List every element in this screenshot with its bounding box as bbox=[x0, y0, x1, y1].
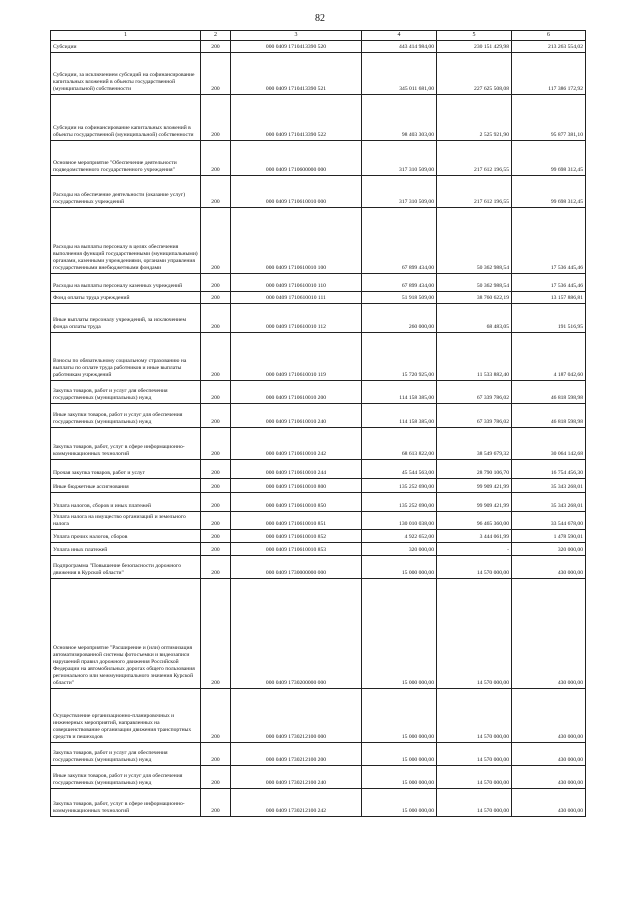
row-description: Иные закупки товаров, работ и услуг для обеспечения государственных (муниципальных) нужд bbox=[51, 404, 201, 428]
row-classifier-code: 000 0409 1710600000 000 bbox=[231, 141, 362, 176]
row-approved-amount: 135 252 690,00 bbox=[362, 479, 437, 493]
column-header-2: 2 bbox=[201, 31, 231, 41]
row-line-code: 200 bbox=[201, 274, 231, 292]
row-unexecuted-amount: 16 754 456,30 bbox=[512, 460, 586, 479]
row-classifier-code: 000 0409 1710610010 110 bbox=[231, 274, 362, 292]
row-description: Закупка товаров, работ, услуг в сфере информационно-коммуникационных технологий bbox=[51, 428, 201, 460]
row-classifier-code: 000 0409 1730000000 000 bbox=[231, 556, 362, 579]
table-row bbox=[51, 512, 586, 530]
row-classifier-code: 000 0409 1710610010 853 bbox=[231, 543, 362, 556]
row-classifier-code: 000 0409 1730212100 240 bbox=[231, 766, 362, 789]
row-approved-amount: 67 899 434,00 bbox=[362, 208, 437, 274]
row-unexecuted-amount: 30 064 142,68 bbox=[512, 428, 586, 460]
row-executed-amount: 14 570 000,00 bbox=[437, 689, 512, 743]
row-unexecuted-amount: 99 698 312,45 bbox=[512, 176, 586, 208]
row-description: Фонд оплаты труда учреждений bbox=[51, 292, 201, 304]
row-executed-amount: 227 625 508,08 bbox=[437, 53, 512, 95]
row-classifier-code: 000 0409 1710610010 000 bbox=[231, 176, 362, 208]
row-unexecuted-amount: 4 187 042,60 bbox=[512, 333, 586, 381]
row-description: Иные выплаты персоналу учреждений, за исключением фонда оплаты труда bbox=[51, 304, 201, 333]
row-executed-amount: 99 909 421,99 bbox=[437, 493, 512, 512]
row-classifier-code: 000 0409 1710610010 240 bbox=[231, 404, 362, 428]
row-line-code: 200 bbox=[201, 543, 231, 556]
row-classifier-code: 000 0409 1730212100 242 bbox=[231, 789, 362, 817]
row-executed-amount: 11 533 882,40 bbox=[437, 333, 512, 381]
table-row bbox=[51, 208, 586, 274]
row-approved-amount: 51 918 509,00 bbox=[362, 292, 437, 304]
row-description: Закупка товаров, работ и услуг для обеспечения государственных (муниципальных) нужд bbox=[51, 743, 201, 766]
row-executed-amount: 230 151 429,98 bbox=[437, 41, 512, 53]
row-approved-amount: 15 000 000,00 bbox=[362, 556, 437, 579]
row-approved-amount: 260 000,00 bbox=[362, 304, 437, 333]
row-description: Прочая закупка товаров, работ и услуг bbox=[51, 460, 201, 479]
row-approved-amount: 15 000 000,00 bbox=[362, 766, 437, 789]
row-approved-amount: 317 310 509,00 bbox=[362, 141, 437, 176]
row-executed-amount: 14 570 000,00 bbox=[437, 556, 512, 579]
row-description: Осуществление организационно-планировочных и инженерных мероприятий, направленных на совершенствование организации движения транспортных средств и пешеходов bbox=[51, 689, 201, 743]
row-unexecuted-amount: 430 000,00 bbox=[512, 766, 586, 789]
column-header-3: 3 bbox=[231, 31, 362, 41]
row-classifier-code: 000 0409 1710610010 119 bbox=[231, 333, 362, 381]
row-line-code: 200 bbox=[201, 556, 231, 579]
table-row bbox=[51, 274, 586, 292]
row-unexecuted-amount: 95 877 381,10 bbox=[512, 95, 586, 141]
row-description: Закупка товаров, работ и услуг для обеспечения государственных (муниципальных) нужд bbox=[51, 381, 201, 404]
row-unexecuted-amount: 99 698 312,45 bbox=[512, 141, 586, 176]
table-row bbox=[51, 404, 586, 428]
table-row bbox=[51, 530, 586, 543]
row-classifier-code: 000 0409 1710610010 851 bbox=[231, 512, 362, 530]
row-executed-amount: 99 909 421,99 bbox=[437, 479, 512, 493]
row-unexecuted-amount: 1 478 590,01 bbox=[512, 530, 586, 543]
row-executed-amount: 14 570 000,00 bbox=[437, 743, 512, 766]
row-line-code: 200 bbox=[201, 579, 231, 689]
table-row bbox=[51, 556, 586, 579]
page-number: 82 bbox=[315, 13, 325, 24]
row-line-code: 200 bbox=[201, 512, 231, 530]
row-classifier-code: 000 0409 1730212100 200 bbox=[231, 743, 362, 766]
row-unexecuted-amount: 35 343 268,01 bbox=[512, 493, 586, 512]
row-approved-amount: 67 899 434,00 bbox=[362, 274, 437, 292]
row-unexecuted-amount: 430 000,00 bbox=[512, 689, 586, 743]
row-classifier-code: 000 0409 1710610010 112 bbox=[231, 304, 362, 333]
row-executed-amount: 67 339 786,02 bbox=[437, 381, 512, 404]
row-unexecuted-amount: 117 386 172,92 bbox=[512, 53, 586, 95]
row-line-code: 200 bbox=[201, 479, 231, 493]
row-classifier-code: 000 0409 1710610010 242 bbox=[231, 428, 362, 460]
row-description: Закупка товаров, работ, услуг в сфере информационно-коммуникационных технологий bbox=[51, 789, 201, 817]
row-line-code: 200 bbox=[201, 766, 231, 789]
row-approved-amount: 45 544 563,00 bbox=[362, 460, 437, 479]
column-number-row bbox=[51, 31, 586, 41]
row-line-code: 200 bbox=[201, 95, 231, 141]
row-executed-amount: 38 549 679,32 bbox=[437, 428, 512, 460]
row-unexecuted-amount: 320 000,00 bbox=[512, 543, 586, 556]
row-executed-amount: 14 570 000,00 bbox=[437, 579, 512, 689]
row-classifier-code: 000 0409 1710413390 520 bbox=[231, 41, 362, 53]
row-description: Подпрограмма "Повышение безопасности дорожного движения в Курской области" bbox=[51, 556, 201, 579]
table-row bbox=[51, 95, 586, 141]
table-row bbox=[51, 460, 586, 479]
row-executed-amount: - bbox=[437, 543, 512, 556]
row-line-code: 200 bbox=[201, 176, 231, 208]
table-row bbox=[51, 333, 586, 381]
table-row bbox=[51, 428, 586, 460]
table-row bbox=[51, 304, 586, 333]
row-line-code: 200 bbox=[201, 141, 231, 176]
row-unexecuted-amount: 35 343 268,01 bbox=[512, 479, 586, 493]
row-line-code: 200 bbox=[201, 689, 231, 743]
row-unexecuted-amount: 46 818 598,98 bbox=[512, 381, 586, 404]
row-executed-amount: 38 760 622,19 bbox=[437, 292, 512, 304]
table-row bbox=[51, 381, 586, 404]
table-body bbox=[51, 41, 586, 817]
row-executed-amount: 3 444 061,99 bbox=[437, 530, 512, 543]
table-row bbox=[51, 543, 586, 556]
row-description: Уплата иных платежей bbox=[51, 543, 201, 556]
row-approved-amount: 135 252 690,00 bbox=[362, 493, 437, 512]
row-executed-amount: 2 525 921,90 bbox=[437, 95, 512, 141]
row-classifier-code: 000 0409 1710610010 244 bbox=[231, 460, 362, 479]
row-unexecuted-amount: 213 263 554,02 bbox=[512, 41, 586, 53]
row-description: Расходы на выплаты персоналу в целях обеспечения выполнения функций государственными (муниципальными) органами, казенными учреждениями, органами управления государственными внебюджетными фондами bbox=[51, 208, 201, 274]
table-row bbox=[51, 41, 586, 53]
row-unexecuted-amount: 33 544 678,00 bbox=[512, 512, 586, 530]
row-approved-amount: 4 922 652,00 bbox=[362, 530, 437, 543]
row-approved-amount: 15 000 000,00 bbox=[362, 579, 437, 689]
row-executed-amount: 67 339 786,02 bbox=[437, 404, 512, 428]
budget-execution-table bbox=[50, 30, 586, 817]
row-executed-amount: 96 465 360,00 bbox=[437, 512, 512, 530]
row-approved-amount: 98 403 303,00 bbox=[362, 95, 437, 141]
row-approved-amount: 15 000 000,00 bbox=[362, 743, 437, 766]
row-unexecuted-amount: 430 000,00 bbox=[512, 579, 586, 689]
row-classifier-code: 000 0409 1710610010 852 bbox=[231, 530, 362, 543]
row-approved-amount: 15 000 000,00 bbox=[362, 689, 437, 743]
row-description: Расходы на выплаты персоналу казенных учреждений bbox=[51, 274, 201, 292]
row-classifier-code: 000 0409 1710610010 100 bbox=[231, 208, 362, 274]
row-description: Расходы на обеспечение деятельности (оказание услуг) государственных учреждений bbox=[51, 176, 201, 208]
table-row bbox=[51, 579, 586, 689]
row-unexecuted-amount: 430 000,00 bbox=[512, 556, 586, 579]
row-classifier-code: 000 0409 1710610010 111 bbox=[231, 292, 362, 304]
row-description: Основное мероприятие "Расширение и (или) оптимизация автоматизированной системы фотосъемки и видеозаписи нарушений правил дорожного движения Российской Федерации на автомобильных дорогах общего пользования регионального или межмуниципального значения Курской области" bbox=[51, 579, 201, 689]
row-line-code: 200 bbox=[201, 530, 231, 543]
column-header-5: 5 bbox=[437, 31, 512, 41]
row-unexecuted-amount: 17 536 445,46 bbox=[512, 274, 586, 292]
table-row bbox=[51, 176, 586, 208]
row-classifier-code: 000 0409 1710610010 850 bbox=[231, 493, 362, 512]
table-row bbox=[51, 789, 586, 817]
row-unexecuted-amount: 13 157 886,81 bbox=[512, 292, 586, 304]
row-executed-amount: 68 483,05 bbox=[437, 304, 512, 333]
row-approved-amount: 114 158 385,00 bbox=[362, 404, 437, 428]
row-approved-amount: 320 000,00 bbox=[362, 543, 437, 556]
table-row bbox=[51, 292, 586, 304]
row-description: Уплата налога на имущество организаций и земельного налога bbox=[51, 512, 201, 530]
row-description: Субсидии bbox=[51, 41, 201, 53]
row-classifier-code: 000 0409 1730200000 000 bbox=[231, 579, 362, 689]
row-line-code: 200 bbox=[201, 381, 231, 404]
row-unexecuted-amount: 430 000,00 bbox=[512, 743, 586, 766]
row-description: Основное мероприятие "Обеспечение деятельности подведомственного государственного учреждения" bbox=[51, 141, 201, 176]
row-line-code: 200 bbox=[201, 743, 231, 766]
table-row bbox=[51, 53, 586, 95]
row-classifier-code: 000 0409 1730212100 000 bbox=[231, 689, 362, 743]
row-line-code: 200 bbox=[201, 789, 231, 817]
row-line-code: 200 bbox=[201, 304, 231, 333]
row-line-code: 200 bbox=[201, 428, 231, 460]
row-approved-amount: 15 720 925,00 bbox=[362, 333, 437, 381]
row-unexecuted-amount: 17 536 445,46 bbox=[512, 208, 586, 274]
row-executed-amount: 14 570 000,00 bbox=[437, 789, 512, 817]
row-approved-amount: 114 158 385,00 bbox=[362, 381, 437, 404]
row-approved-amount: 130 010 038,00 bbox=[362, 512, 437, 530]
table-row bbox=[51, 493, 586, 512]
row-description: Субсидии, за исключением субсидий на софинансирование капитальных вложений в объекты государственной (муниципальной) собственности bbox=[51, 53, 201, 95]
row-executed-amount: 217 612 196,55 bbox=[437, 141, 512, 176]
row-unexecuted-amount: 430 000,00 bbox=[512, 789, 586, 817]
row-approved-amount: 317 310 509,00 bbox=[362, 176, 437, 208]
row-line-code: 200 bbox=[201, 404, 231, 428]
table-row bbox=[51, 743, 586, 766]
row-line-code: 200 bbox=[201, 333, 231, 381]
row-unexecuted-amount: 46 818 598,98 bbox=[512, 404, 586, 428]
row-classifier-code: 000 0409 1710413390 522 bbox=[231, 95, 362, 141]
row-line-code: 200 bbox=[201, 208, 231, 274]
table-row bbox=[51, 689, 586, 743]
row-approved-amount: 15 000 000,00 bbox=[362, 789, 437, 817]
row-executed-amount: 50 362 988,54 bbox=[437, 274, 512, 292]
column-header-1: 1 bbox=[51, 31, 201, 41]
row-executed-amount: 50 362 988,54 bbox=[437, 208, 512, 274]
table-row bbox=[51, 766, 586, 789]
row-classifier-code: 000 0409 1710413390 521 bbox=[231, 53, 362, 95]
row-description: Субсидии на софинансирование капитальных вложений в объекты государственной (муниципальной) собственности bbox=[51, 95, 201, 141]
row-line-code: 200 bbox=[201, 41, 231, 53]
row-line-code: 200 bbox=[201, 292, 231, 304]
row-description: Уплата налогов, сборов и иных платежей bbox=[51, 493, 201, 512]
row-executed-amount: 14 570 000,00 bbox=[437, 766, 512, 789]
row-executed-amount: 28 790 106,70 bbox=[437, 460, 512, 479]
row-description: Уплата прочих налогов, сборов bbox=[51, 530, 201, 543]
column-header-6: 6 bbox=[512, 31, 586, 41]
row-line-code: 200 bbox=[201, 493, 231, 512]
row-line-code: 200 bbox=[201, 53, 231, 95]
row-line-code: 200 bbox=[201, 460, 231, 479]
row-classifier-code: 000 0409 1710610010 200 bbox=[231, 381, 362, 404]
row-executed-amount: 217 612 196,55 bbox=[437, 176, 512, 208]
row-classifier-code: 000 0409 1710610010 800 bbox=[231, 479, 362, 493]
row-description: Иные бюджетные ассигнования bbox=[51, 479, 201, 493]
row-unexecuted-amount: 191 516,95 bbox=[512, 304, 586, 333]
row-approved-amount: 443 414 984,00 bbox=[362, 41, 437, 53]
column-header-4: 4 bbox=[362, 31, 437, 41]
row-description: Иные закупки товаров, работ и услуг для обеспечения государственных (муниципальных) нужд bbox=[51, 766, 201, 789]
row-description: Взносы по обязательному социальному страхованию на выплаты по оплате труда работников и иные выплаты работникам учреждений bbox=[51, 333, 201, 381]
row-approved-amount: 345 011 681,00 bbox=[362, 53, 437, 95]
row-approved-amount: 68 613 822,00 bbox=[362, 428, 437, 460]
table-row bbox=[51, 141, 586, 176]
table-row bbox=[51, 479, 586, 493]
